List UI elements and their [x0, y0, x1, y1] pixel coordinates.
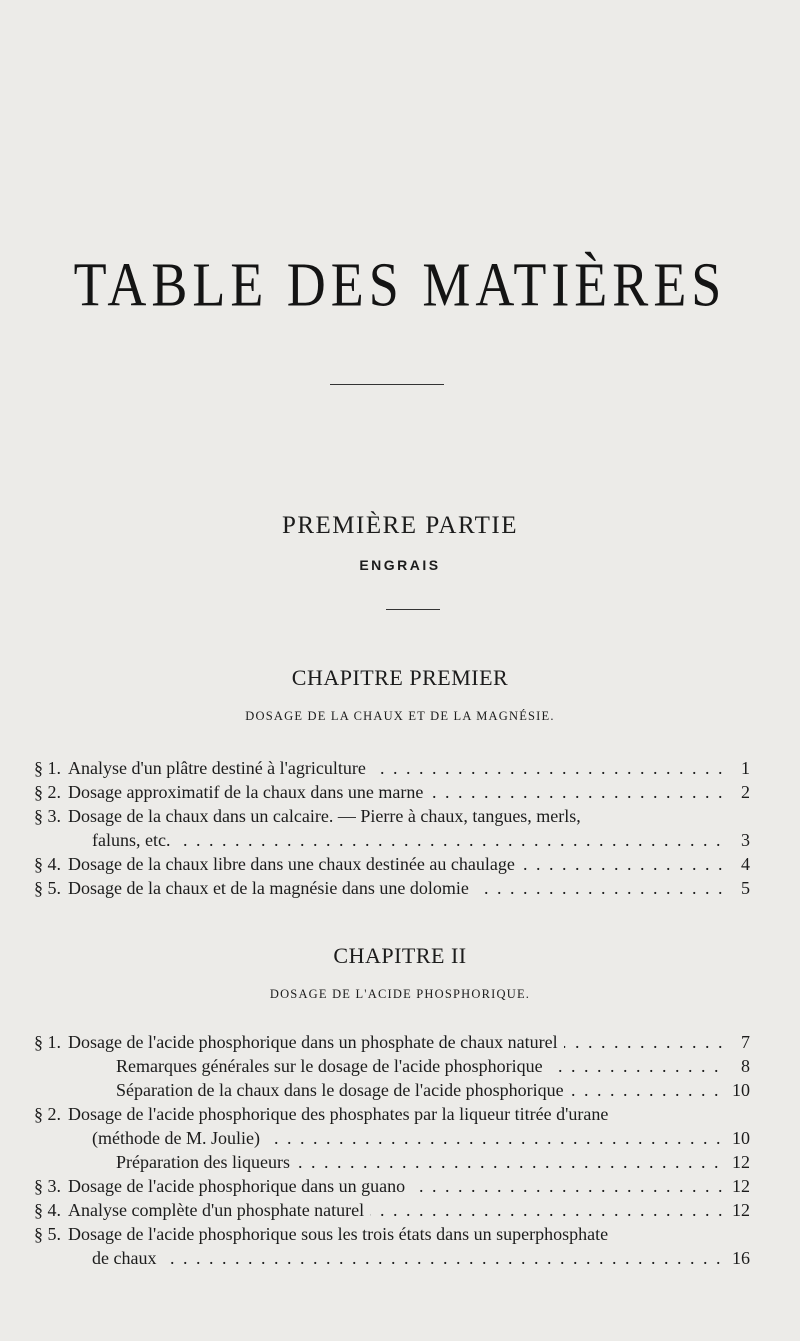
toc-entry[interactable] — [0, 756, 800, 780]
toc-subentry[interactable] — [0, 1150, 800, 1174]
toc-entry[interactable] — [0, 1102, 800, 1126]
entry-text: Dosage de la chaux dans un calcaire. — Pierre à chaux, tangues, merls, — [68, 804, 728, 828]
toc-subentry[interactable] — [0, 1054, 800, 1078]
toc-entry[interactable] — [0, 1222, 800, 1246]
toc-entry[interactable] — [0, 1198, 800, 1222]
entry-text: Analyse complète d'un phosphate naturel . . . — [68, 1198, 722, 1222]
entry-text: Séparation de la chaux dans le dosage de l'acide phosphorique . . . — [116, 1078, 722, 1102]
entry-section: § 2. — [34, 1104, 61, 1124]
entry-section: § 2. — [34, 782, 61, 802]
entry-page: 16 — [732, 1248, 750, 1268]
part-divider — [386, 609, 440, 610]
toc-entry[interactable] — [0, 780, 800, 804]
entry-text: Remarques générales sur le dosage de l'acide phosphorique . . . — [116, 1054, 722, 1078]
entry-text: Dosage de l'acide phosphorique dans un phosphate de chaux naturel . . . — [68, 1030, 722, 1054]
entry-text: Dosage de l'acide phosphorique sous les trois états dans un superphosphate — [68, 1222, 728, 1246]
part-title: PREMIÈRE PARTIE — [281, 512, 519, 539]
entry-section: § 3. — [34, 806, 61, 826]
toc-subentry[interactable] — [0, 1078, 800, 1102]
entry-page: 12 — [732, 1200, 750, 1220]
entry-text: faluns, etc. . . . — [92, 828, 722, 852]
entry-page: 8 — [741, 1056, 750, 1076]
entry-page: 10 — [732, 1080, 750, 1100]
chapter-2-subtitle: DOSAGE DE L'ACIDE PHOSPHORIQUE. — [269, 987, 531, 1001]
toc-entry[interactable] — [0, 852, 800, 876]
entry-section: § 3. — [34, 1176, 61, 1196]
entry-text: Dosage de la chaux et de la magnésie dans une dolomie . . . — [68, 876, 722, 900]
entry-text: Dosage de l'acide phosphorique des phosphates par la liqueur titrée d'urane — [68, 1102, 728, 1126]
toc-entry[interactable] — [0, 1174, 800, 1198]
chapter-1-title: CHAPITRE PREMIER — [291, 665, 509, 690]
entry-text: de chaux . . . — [92, 1246, 722, 1270]
title-divider — [330, 384, 444, 385]
toc-entry-continued[interactable] — [0, 828, 800, 852]
toc-entry-continued[interactable] — [0, 1246, 800, 1270]
page-title: TABLE DES MATIÈRES — [73, 250, 727, 320]
entry-text: Analyse d'un plâtre destiné à l'agriculture . . . — [68, 756, 722, 780]
entry-text: Dosage approximatif de la chaux dans une marne . . . — [68, 780, 722, 804]
entry-text: Dosage de l'acide phosphorique dans un guano . . . — [68, 1174, 722, 1198]
entry-text: Préparation des liqueurs . . . — [116, 1150, 722, 1174]
entry-section: § 1. — [34, 1032, 61, 1052]
entry-page: 4 — [741, 854, 750, 874]
entry-page: 3 — [741, 830, 750, 850]
toc-entry-continued[interactable] — [0, 1126, 800, 1150]
entry-page: 12 — [732, 1152, 750, 1172]
chapter-2-title: CHAPITRE II — [333, 943, 467, 968]
entry-section: § 4. — [34, 1200, 61, 1220]
toc-entry[interactable] — [0, 1030, 800, 1054]
entry-section: § 5. — [34, 878, 61, 898]
toc-entry[interactable] — [0, 804, 800, 828]
chapter-1-subtitle: DOSAGE DE LA CHAUX ET DE LA MAGNÉSIE. — [245, 709, 555, 723]
entry-page: 7 — [741, 1032, 750, 1052]
entry-text: (méthode de M. Joulie) . . . — [92, 1126, 722, 1150]
entry-page: 5 — [741, 878, 750, 898]
toc-entry[interactable] — [0, 876, 800, 900]
entry-page: 12 — [732, 1176, 750, 1196]
entry-page: 2 — [741, 782, 750, 802]
part-subtitle: ENGRAIS — [359, 557, 441, 573]
entry-page: 1 — [741, 758, 750, 778]
entry-text: Dosage de la chaux libre dans une chaux destinée au chaulage . . . — [68, 852, 722, 876]
entry-page: 10 — [732, 1128, 750, 1148]
entry-section: § 4. — [34, 854, 61, 874]
entry-section: § 5. — [34, 1224, 61, 1244]
entry-section: § 1. — [34, 758, 61, 778]
